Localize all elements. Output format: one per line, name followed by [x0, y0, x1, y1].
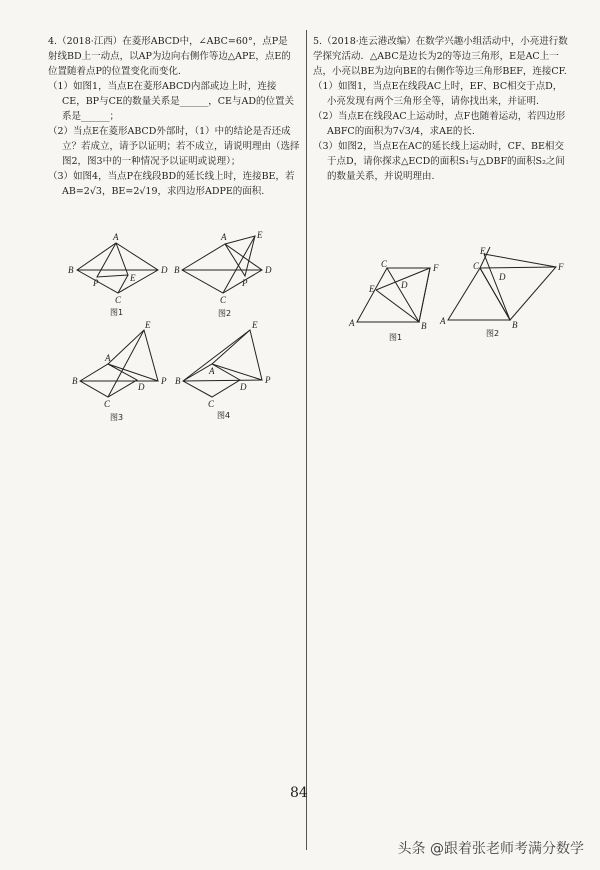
- svg-text:B: B: [174, 265, 180, 275]
- q4-line3: 位置随着点P的位置变化而变化.: [48, 66, 181, 77]
- svg-text:C: C: [104, 399, 111, 409]
- svg-text:P: P: [265, 375, 271, 385]
- svg-text:D: D: [401, 280, 408, 290]
- svg-text:A: A: [349, 318, 355, 328]
- q4-part2: （2）当点E在菱形ABCD外部时，（1）中的结论是否还成立？若成立，请予以证明；若不成立，请说明理由（选择图2，图3中的一种情况予以证明或说理）；: [48, 126, 300, 167]
- svg-text:F: F: [433, 263, 439, 273]
- svg-text:A: A: [113, 232, 119, 242]
- svg-text:F: F: [558, 262, 564, 272]
- q4-figure-1: [68, 232, 168, 317]
- svg-text:C: C: [115, 295, 122, 305]
- svg-text:B: B: [72, 376, 78, 386]
- q4-part1: （1）如图1，当点E在菱形ABCD内部或边上时，连接CE，BP与CE的数量关系是______，CE与AD的位置关系是______；: [48, 81, 294, 122]
- svg-text:C: C: [381, 259, 388, 269]
- svg-text:C: C: [220, 295, 227, 305]
- svg-text:D: D: [161, 265, 168, 275]
- watermark: 头条 @跟着张老师考满分数学: [397, 841, 584, 857]
- svg-text:B: B: [512, 320, 518, 330]
- svg-text:D: D: [240, 382, 247, 392]
- svg-text:D: D: [499, 272, 506, 282]
- q5-part3: （3）如图2，当点E在AC的延长线上运动时，CF、BE相交于点D，请你探求△ECD的面积S₁与△DBF的面积S₂之间的数量关系，并说明理由.: [313, 141, 565, 182]
- svg-text:B: B: [421, 321, 427, 331]
- q5-part2: （2）当点E在线段AC上运动时，点F也随着运动，若四边形ABFC的面积为7√3/4，求AE的长.: [313, 111, 566, 137]
- svg-text:E: E: [257, 230, 263, 240]
- q4-figure-2: [174, 230, 272, 318]
- svg-text:P: P: [242, 278, 248, 288]
- q5-intro: 5.（2018·连云港改编）在数学兴趣小组活动中，小亮进行数学探究活动．△ABC是边长为2的等边三角形，E是AC上一点，小亮以BE为边向BE的右侧作等边三角形BEF，连接CF.: [313, 36, 568, 77]
- svg-text:A: A: [105, 353, 111, 363]
- svg-text:E: E: [480, 246, 486, 256]
- svg-text:A: A: [221, 232, 227, 242]
- svg-text:E: E: [252, 320, 258, 330]
- q5-figure-1: [348, 259, 439, 342]
- svg-text:C: C: [473, 261, 480, 271]
- svg-text:D: D: [265, 265, 272, 275]
- q4-fig2-caption: 图2: [218, 309, 232, 318]
- q4-fig4-caption: 图4: [217, 411, 231, 420]
- page-number: 84: [290, 785, 308, 801]
- q4-fig3-caption: 图3: [110, 413, 124, 422]
- q4-line2: 射线BD上一动点，以AP为边向右侧作等边△APE，点E的: [48, 51, 291, 62]
- q4-figure-3: [72, 320, 167, 422]
- q4-figure-4: [175, 320, 271, 420]
- svg-text:B: B: [68, 265, 74, 275]
- q4-part3: （3）如图4，当点P在线段BD的延长线上时，连接BE，若AB=2√3，BE=2√19，求四边形ADPE的面积.: [48, 171, 295, 197]
- svg-text:B: B: [175, 376, 181, 386]
- q5-fig2-caption: 图2: [486, 329, 500, 338]
- svg-text:A: A: [440, 316, 446, 326]
- q4-fig1-caption: 图1: [110, 308, 124, 317]
- svg-text:E: E: [130, 273, 136, 283]
- svg-text:P: P: [161, 376, 167, 386]
- svg-text:C: C: [208, 399, 215, 409]
- q5-figure-2: [439, 246, 564, 338]
- q5-part1: （1）如图1，当点E在线段AC上时，EF、BC相交于点D，小亮发现有两个三角形全等，请你找出来，并证明.: [313, 81, 563, 107]
- svg-text:P: P: [93, 278, 99, 288]
- svg-text:A: A: [209, 366, 215, 376]
- svg-text:D: D: [138, 382, 145, 392]
- q4-line1: 4.（2018·江西）在菱形ABCD中，∠ABC=60°，点P是: [48, 36, 288, 47]
- svg-text:E: E: [145, 320, 151, 330]
- svg-text:E: E: [369, 284, 375, 294]
- q5-fig1-caption: 图1: [389, 333, 403, 342]
